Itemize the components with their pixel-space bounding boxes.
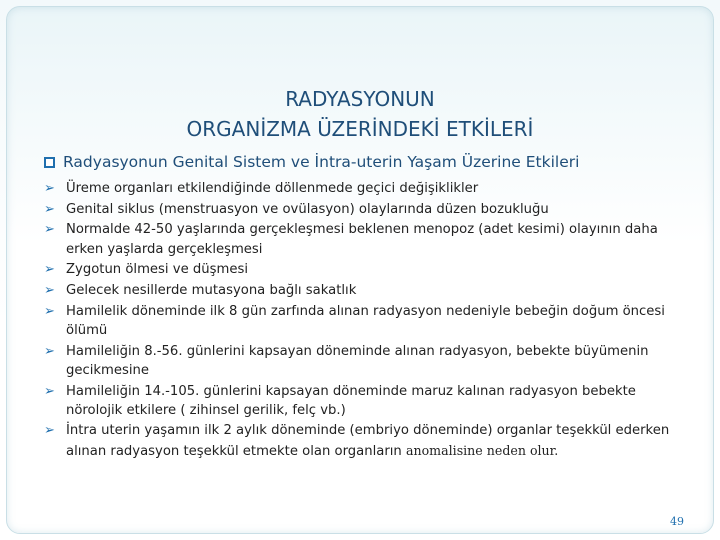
list-item <box>44 382 684 420</box>
arrow-bullet-icon: ➢ <box>44 343 55 359</box>
page-number: 49 <box>670 515 684 528</box>
arrow-bullet-icon: ➢ <box>44 262 55 278</box>
list-item-text: Hamileliğin 14.-105. günlerini kapsayan döneminde maruz kalınan radyasyon bebekte nörolojik etkilere ( zihinsel gerilik, felç vb.) <box>66 383 636 418</box>
arrow-bullet-icon: ➢ <box>44 383 55 399</box>
slide-title <box>0 84 720 144</box>
list-item <box>44 421 684 460</box>
list-item-text: Üreme organları etkilendiğinde döllenmede geçici değişiklikler <box>66 181 479 196</box>
list-item <box>44 302 684 340</box>
arrow-bullet-icon: ➢ <box>44 423 55 439</box>
list-item-text: Hamilelik döneminde ilk 8 gün zarfında alınan radyasyon nedeniyle bebeğin doğum öncesi ölümü <box>66 303 665 338</box>
list-item <box>44 200 684 219</box>
list-item <box>44 281 684 300</box>
list-item <box>44 179 684 198</box>
arrow-bullet-icon: ➢ <box>44 303 55 319</box>
list-item-text: Normalde 42-50 yaşlarında gerçekleşmesi beklenen menopoz (adet kesimi) olayının daha erken yaşlarda gerçekleşmesi <box>66 222 658 257</box>
title-line-1: RADYASYONUN <box>285 87 435 111</box>
arrow-bullet-icon: ➢ <box>44 283 55 299</box>
arrow-bullet-icon: ➢ <box>44 222 55 238</box>
title-line-2: ORGANİZMA ÜZERİNDEKİ ETKİLERİ <box>186 117 534 141</box>
checkbox-square-icon <box>44 157 55 168</box>
list-item-text: Genital siklus (menstruasyon ve ovülasyon) olaylarında düzen bozukluğu <box>66 201 549 217</box>
list-item-text-tail: anomalisine neden olur. <box>405 442 559 458</box>
list-item <box>44 260 684 279</box>
list-item-text: Hamileliğin 8.-56. günlerini kapsayan döneminde alınan radyasyon, bebekte büyümenin gecikmesine <box>66 343 649 378</box>
arrow-bullet-icon: ➢ <box>44 201 55 217</box>
list-item-text: Zygotun ölmesi ve düşmesi <box>66 262 248 278</box>
list-item-text: İntra uterin yaşamın ilk 2 aylık döneminde (embriyo döneminde) organlar teşekkül ederken alınan radyasyon teşekkül etmekte olan organların <box>66 423 670 459</box>
list-item <box>44 220 684 258</box>
subheading-text: Radyasyonun Genital Sistem ve İntra-uterin Yaşam Üzerine Etkileri <box>63 153 580 171</box>
list-item-text: Gelecek nesillerde mutasyona bağlı sakatlık <box>66 283 357 299</box>
arrow-bullet-icon: ➢ <box>44 181 55 196</box>
list-item <box>44 342 684 380</box>
subheading <box>44 153 579 171</box>
bullet-list <box>44 179 684 462</box>
